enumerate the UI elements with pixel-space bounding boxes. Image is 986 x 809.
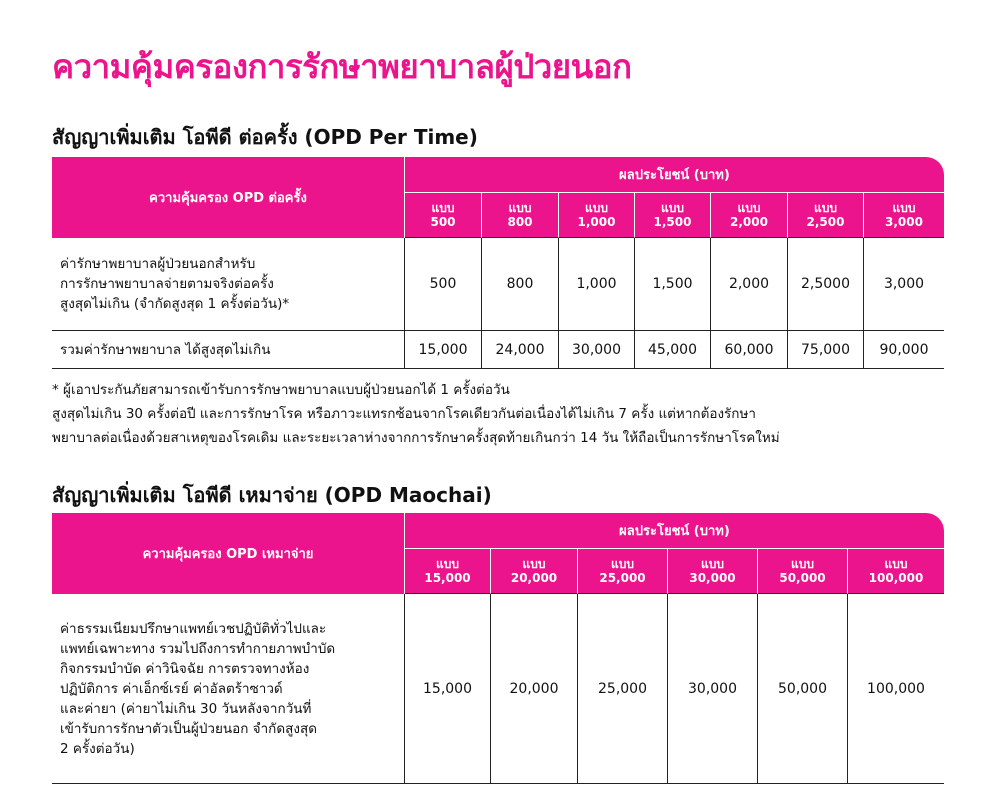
benefit-value: 800 [482,238,559,331]
plan-header [864,193,944,238]
plan-header [758,549,848,594]
benefit-value: 75,000 [788,331,864,369]
benefit-value: 24,000 [482,331,559,369]
plan-word: แบบ [701,557,724,571]
row-label-line: ค่าธรรมเนียมปรึกษาแพทย์เวชปฏิบัติทั่วไปและ [60,620,327,637]
plan-header [848,549,944,594]
section-title-opd-per-time: สัญญาเพิ่มเติม โอพีดี ต่อครั้ง (OPD Per Time) [52,125,478,149]
plan-word: แบบ [522,557,546,571]
plan-word: แบบ [508,201,532,215]
plan-header [635,193,711,238]
plan-word: แบบ [791,557,814,571]
plan-amount: 15,000 [424,571,471,585]
row-label-line: แพทย์เฉพาะทาง รวมไปถึงการทำกายภาพบำบัด [60,640,336,657]
plan-amount: 2,500 [806,215,845,229]
plan-amount: 800 [507,215,533,229]
plan-amount: 100,000 [868,571,924,585]
page-title: ความคุ้มครองการรักษาพยาบาลผู้ป่วยนอก [52,47,632,86]
plan-header [482,193,559,238]
plan-amount: 1,500 [653,215,692,229]
plan-amount: 20,000 [510,571,558,585]
footnote-line: * ผู้เอาประกันภัยสามารถเข้ารับการรักษาพยาบาลแบบผู้ป่วยนอกได้ 1 ครั้งต่อวัน [52,382,510,398]
row-label-line: รวมค่ารักษาพยาบาล ได้สูงสุดไม่เกิน [60,341,271,358]
plan-amount: 1,000 [577,215,616,229]
plan-word: แบบ [814,201,837,215]
row-label [52,594,405,784]
benefit-value: 15,000 [405,594,491,784]
plan-amount: 25,000 [599,571,646,585]
benefit-header: ผลประโยชน์ (บาท) [405,157,944,193]
coverage-header: ความคุ้มครอง OPD เหมาจ่าย [52,513,405,594]
plan-amount: 50,000 [779,571,826,585]
benefit-value: 500 [405,238,482,331]
plan-header [491,549,578,594]
table-row [52,594,944,784]
plan-amount: 3,000 [885,215,923,229]
opd-per-time-table [52,157,944,369]
row-label [52,238,405,331]
plan-amount: 500 [430,215,456,229]
benefit-value: 15,000 [405,331,482,369]
benefit-value: 3,000 [864,238,944,331]
plan-word: แบบ [892,201,916,215]
plan-word: แบบ [611,557,634,571]
plan-word: แบบ [737,201,761,215]
footnote-line: สูงสุดไม่เกิน 30 ครั้งต่อปี และการรักษาโรค หรือภาวะแทรกซ้อนจากโรคเดียวกันต่อเนื่องได้ไม่เกิน 7 ครั้ง แต่หากต้องรักษา [52,406,756,422]
plan-word: แบบ [661,201,684,215]
benefit-value: 25,000 [578,594,668,784]
table-row [52,238,944,331]
coverage-header: ความคุ้มครอง OPD ต่อครั้ง [52,157,405,238]
row-label-line: กิจกรรมบำบัด ค่าวินิจฉัย การตรวจทางห้อง [60,660,310,677]
row-label-line: ปฏิบัติการ ค่าเอ็กซ์เรย์ ค่าอัลตร้าซาวด์ [60,680,283,697]
plan-header [788,193,864,238]
benefit-header: ผลประโยชน์ (บาท) [405,513,944,549]
plan-header [405,549,491,594]
benefit-value: 20,000 [491,594,578,784]
benefit-value: 90,000 [864,331,944,369]
opd-maochai-table [52,513,944,784]
plan-header [405,193,482,238]
plan-amount: 2,000 [730,215,768,229]
benefit-value: 2,5000 [788,238,864,331]
footnote [52,378,952,450]
benefit-value: 60,000 [711,331,788,369]
benefit-value: 2,000 [711,238,788,331]
benefit-value: 50,000 [758,594,848,784]
table-row [52,331,944,369]
plan-word: แบบ [436,557,459,571]
benefit-value: 1,500 [635,238,711,331]
plan-word: แบบ [884,557,908,571]
row-label-line: 2 ครั้งต่อวัน) [60,740,135,757]
benefit-value: 100,000 [848,594,944,784]
footnote-line: พยาบาลต่อเนื่องด้วยสาเหตุของโรคเดิม และระยะเวลาห่างจากการรักษาครั้งสุดท้ายเกินกว่า 14 วัน ให้ถือเป็นการรักษาโรคใหม่ [52,430,780,446]
plan-header [559,193,635,238]
plan-header [711,193,788,238]
section-title-opd-maochai: สัญญาเพิ่มเติม โอพีดี เหมาจ่าย (OPD Maochai) [52,483,492,507]
benefit-value: 30,000 [668,594,758,784]
row-label-line: เข้ารับการรักษาตัวเป็นผู้ป่วยนอก จำกัดสูงสุด [60,720,317,737]
row-label-line: สูงสุดไม่เกิน (จำกัดสูงสุด 1 ครั้งต่อวัน)* [60,296,290,312]
benefit-value: 30,000 [559,331,635,369]
benefit-value: 45,000 [635,331,711,369]
row-label-line: ค่ารักษาพยาบาลผู้ป่วยนอกสำหรับ [60,256,256,272]
row-label-line: และค่ายา (ค่ายาไม่เกิน 30 วันหลังจากวันที่ [60,700,312,717]
benefit-value: 1,000 [559,238,635,331]
plan-amount: 30,000 [689,571,736,585]
plan-header [668,549,758,594]
row-label-line: การรักษาพยาบาลจ่ายตามจริงต่อครั้ง [60,276,274,292]
row-label [52,331,405,369]
plan-word: แบบ [431,201,455,215]
plan-word: แบบ [585,201,608,215]
plan-header [578,549,668,594]
